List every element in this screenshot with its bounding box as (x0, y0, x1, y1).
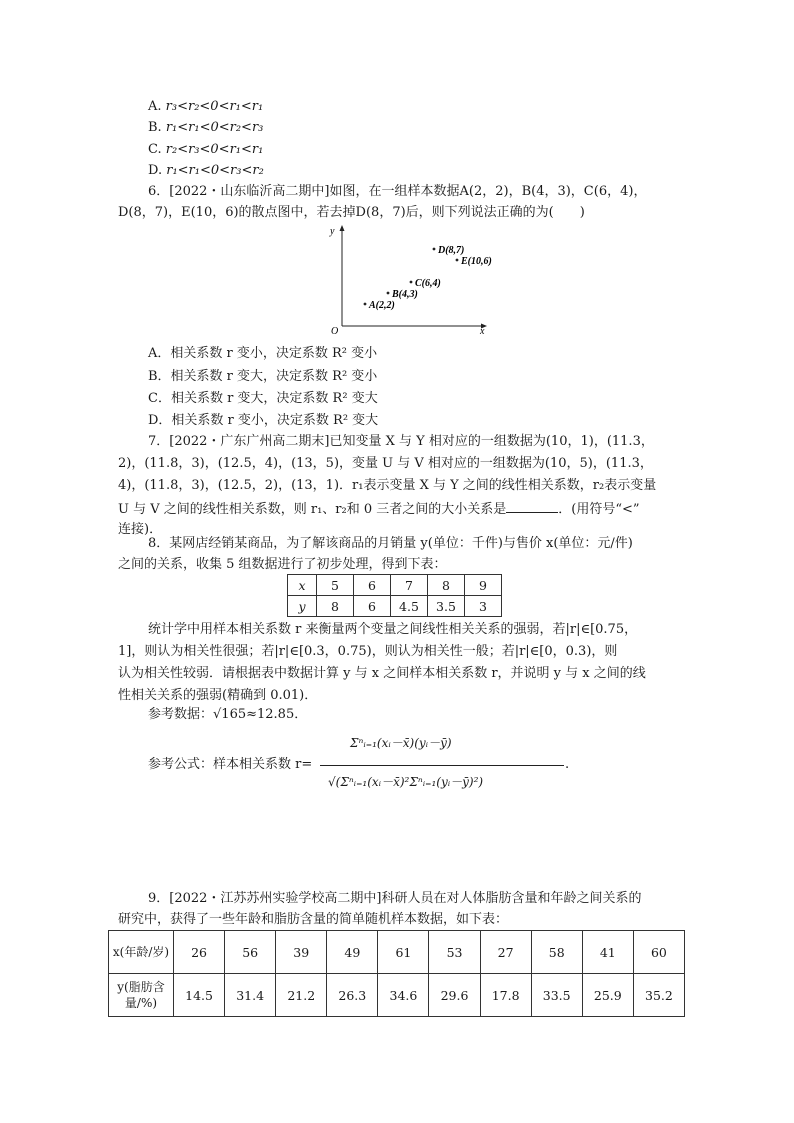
q7-stem-line3: 4)，(11.8，3)，(12.5，2)，(13，1)．r₁表示变量 X 与 Y 之间的线性相关系数，r₂表示变量 (118, 478, 657, 493)
q6-stem-line1: 6．[2022・山东临沂高二期中]如图，在一组样本数据A(2，2)，B(4，3)，C(6，4)， (148, 184, 647, 199)
table-cell: 58 (531, 931, 582, 974)
table-cell: 31.4 (225, 974, 276, 1017)
row-header-x: x(年龄/岁) (109, 931, 174, 974)
scatter-point (364, 303, 367, 306)
table-cell: 41 (582, 931, 633, 974)
table-cell: 27 (480, 931, 531, 974)
table-cell: 35.2 (633, 974, 684, 1017)
table-row (109, 931, 685, 974)
q5-option-b: B. r₁<r₁<0<r₂<r₃ (148, 120, 264, 135)
q8-para-line3: 认为相关性较弱．请根据表中数据计算 y 与 x 之间样本相关系数 r，并说明 y 与 x 之间的线 (118, 666, 646, 681)
q8-reference-formula-label: 参考公式：样本相关系数 r= (148, 757, 313, 772)
q7-stem-line4: U 与 V 之间的线性相关系数，则 r₁、r₂和 0 三者之间的大小关系是 ．(用符号“<” (118, 499, 640, 519)
scatter-point (433, 248, 436, 251)
table-row: y 8 6 4.5 3.5 3 (288, 596, 502, 617)
q5-option-d: D. r₁<r₁<0<r₃<r₂ (148, 163, 264, 178)
table-cell: 34.6 (378, 974, 429, 1017)
scatter-plot (322, 222, 492, 337)
origin-label: O (331, 326, 339, 337)
table-cell: 39 (276, 931, 327, 974)
q7-stem-line2: 2)，(11.8，3)，(12.5，4)，(13，5)，变量 U 与 V 相对应的一组数据为(10，5)，(11.3， (118, 456, 653, 471)
table-cell: 25.9 (582, 974, 633, 1017)
table-cell: 56 (225, 931, 276, 974)
q8-stem-line1: 8．某网店经销某商品，为了解该商品的月销量 y(单位：千件)与售价 x(单位：元/件) (148, 536, 633, 551)
q6-option-a: A．相关系数 r 变小，决定系数 R² 变小 (148, 346, 378, 361)
table-cell: 61 (378, 931, 429, 974)
y-axis-arrow (340, 225, 345, 231)
formula-end: . (565, 757, 570, 772)
formula-denominator: √(Σⁿᵢ₌₁(xᵢ－x̄)²Σⁿᵢ₌₁(yᵢ－ȳ)²) (328, 775, 484, 789)
q6-option-c: C．相关系数 r 变大，决定系数 R² 变大 (148, 391, 378, 406)
q6-option-b: B．相关系数 r 变大，决定系数 R² 变小 (148, 369, 378, 384)
q6-stem-line2: D(8，7)，E(10，6)的散点图中，若去掉D(8，7)后，则下列说法正确的为( ) (118, 205, 585, 220)
y-axis-label: y (330, 226, 335, 237)
point-label: C(6,4) (415, 278, 441, 289)
scatter-point (387, 292, 390, 295)
q6-option-d: D．相关系数 r 变小，决定系数 R² 变大 (148, 413, 379, 428)
table-cell: 17.8 (480, 974, 531, 1017)
table-cell: 29.6 (429, 974, 480, 1017)
q5-option-a: A. r₃<r₂<0<r₁<r₁ (148, 99, 264, 114)
q8-para-line2: 1]，则认为相关性很强；若|r|∈[0.3，0.75)，则认为相关性一般；若|r|∈[0，0.3)，则 (118, 644, 618, 659)
q7-stem-line1: 7．[2022・广东广州高二期末]已知变量 X 与 Y 相对应的一组数据为(10，1)，(11.3， (148, 434, 654, 449)
answer-blank (506, 499, 558, 513)
formula-numerator: Σⁿᵢ₌₁(xᵢ－x̄)(yᵢ－ȳ) (350, 736, 452, 750)
table-cell: 26 (174, 931, 225, 974)
point-label: D(8,7) (438, 245, 465, 256)
q5-option-c: C. r₂<r₃<0<r₁<r₁ (148, 142, 264, 157)
row-header-y: y(脂肪含量/%) (109, 974, 174, 1017)
scatter-point (456, 259, 459, 262)
q9-stem-line2: 研究中，获得了一些年龄和脂肪含量的简单随机样本数据，如下表： (118, 912, 509, 927)
table-cell: 49 (327, 931, 378, 974)
point-label: B(4,3) (392, 289, 418, 300)
formula-fraction-bar (320, 765, 564, 766)
scatter-point (410, 281, 413, 284)
point-label: A(2,2) (369, 300, 395, 311)
table-cell: 60 (633, 931, 684, 974)
q9-stem-line1: 9．[2022・江苏苏州实验学校高二期中]科研人员在对人体脂肪含量和年龄之间关系的 (148, 891, 642, 906)
q7-stem-line5: 连接)． (118, 522, 163, 537)
q8-data-table (287, 574, 502, 617)
table-cell: 21.2 (276, 974, 327, 1017)
table-cell: 14.5 (174, 974, 225, 1017)
x-axis-label: x (480, 326, 485, 337)
q8-para-line1: 统计学中用样本相关系数 r 来衡量两个变量之间线性相关关系的强弱，若|r|∈[0.75， (148, 622, 638, 637)
point-label: E(10,6) (461, 256, 492, 267)
q8-para-line4: 性相关关系的强弱(精确到 0.01)． (118, 688, 318, 703)
q9-data-table (108, 930, 685, 1017)
table-row (109, 974, 685, 1017)
table-cell: 26.3 (327, 974, 378, 1017)
table-cell: 53 (429, 931, 480, 974)
table-cell: 33.5 (531, 974, 582, 1017)
q8-stem-line2: 之间的关系，收集 5 组数据进行了初步处理，得到下表： (118, 557, 447, 572)
table-row: x 5 6 7 8 9 (288, 575, 502, 596)
q8-reference-data: 参考数据：√165≈12.85． (148, 707, 308, 722)
